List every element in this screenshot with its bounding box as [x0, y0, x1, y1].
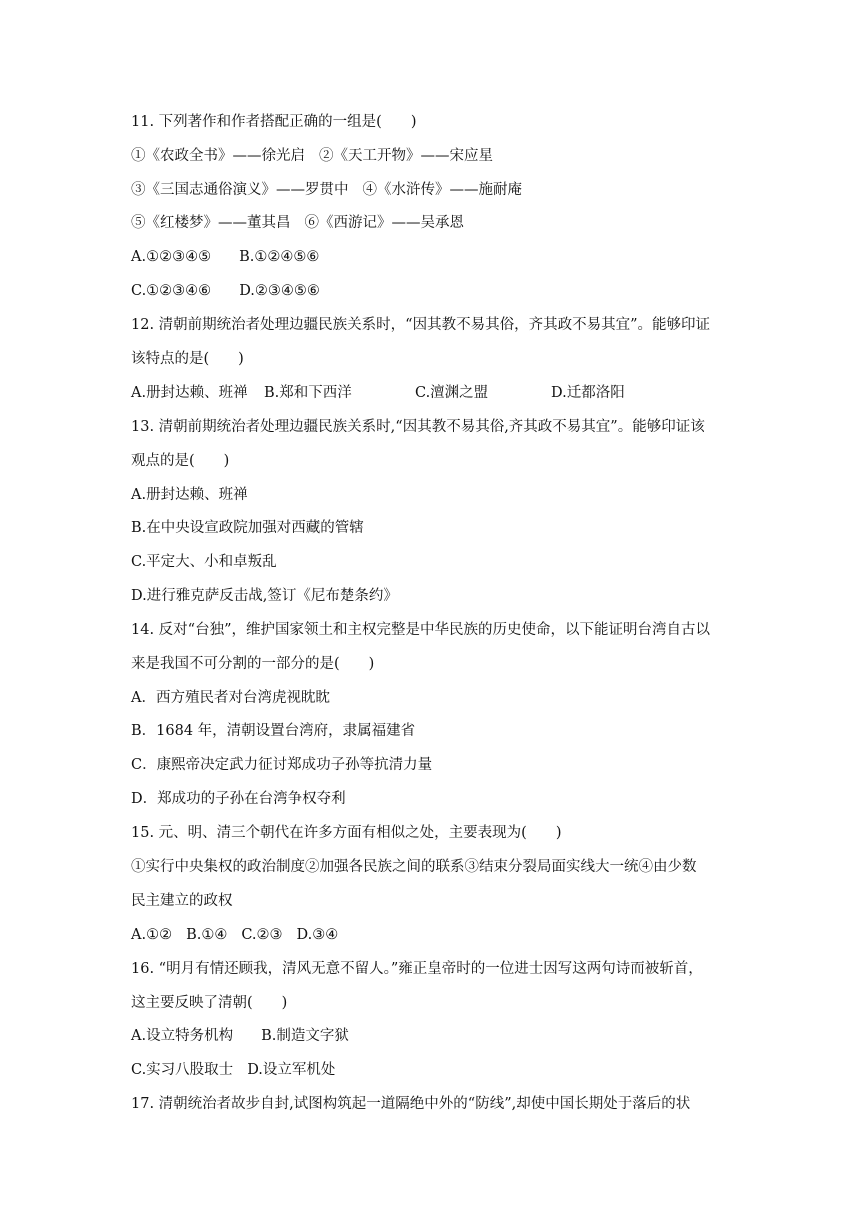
q15-option-c: C.②③	[241, 927, 283, 943]
q13-stem: 13. 清朝前期统治者处理边疆民族关系时,“因其教不易其俗,齐其政不易其宜”。能够印证该	[131, 419, 705, 435]
q16-options-row	[131, 1026, 349, 1046]
q16-option-a: A.设立特务机构	[131, 1028, 234, 1044]
q11-pair: ①《农政全书》——徐光启	[131, 148, 305, 164]
q11-pair-row	[131, 146, 493, 166]
q16-option-b: B.制造文字狱	[261, 1028, 349, 1044]
q15-option-a: A.①②	[131, 927, 173, 943]
q12-option-a: A.册封达赖、班禅	[131, 385, 248, 401]
q13-option-b: B.在中央设宣政院加强对西藏的管辖	[131, 520, 364, 536]
q14-option-b: B．1684 年，清朝设置台湾府，隶属福建省	[131, 723, 416, 739]
q12-option-d: D.迁都洛阳	[551, 385, 625, 401]
q15-stem: 15. 元、明、清三个朝代在许多方面有相似之处，主要表现为( )	[131, 825, 562, 841]
q13-option-c: C.平定大、小和卓叛乱	[131, 554, 277, 570]
q13-stem: 观点的是( )	[131, 453, 230, 469]
q15-options-row	[131, 925, 338, 945]
q15-stem: 民主建立的政权	[131, 893, 233, 909]
q16-stem: 16. “明月有情还顾我，清风无意不留人。”雍正皇帝时的一位进士因写这两句诗而被斩首，	[131, 961, 703, 977]
q12-option-b: B.郑和下西洋	[264, 385, 352, 401]
q11-options-row	[131, 247, 319, 267]
q15-stem: ①实行中央集权的政治制度②加强各民族之间的联系③结束分裂局面实线大一统④由少数	[131, 859, 697, 875]
q11-pair: ⑤《红楼梦》——董其昌	[131, 215, 291, 231]
q11-options-row	[131, 281, 320, 301]
q16-stem: 这主要反映了清朝( )	[131, 995, 288, 1011]
q14-stem: 14. 反对“台独”，维护国家领土和主权完整是中华民族的历史使命，以下能证明台湾自古以	[131, 622, 710, 638]
q13-option-a: A.册封达赖、班禅	[131, 487, 248, 503]
q11-pair-row	[131, 213, 464, 233]
q11-option-c: C.①②③④⑥	[131, 283, 212, 299]
q15-option-d: D.③④	[296, 927, 339, 943]
q14-stem: 来是我国不可分割的一部分的是( )	[131, 656, 375, 672]
q11-option-b: B.①②④⑤⑥	[239, 249, 320, 265]
q11-pair: ③《三国志通俗演义》——罗贯中	[131, 182, 349, 198]
q12-options-row	[131, 383, 625, 403]
q12-stem: 12. 清朝前期统治者处理边疆民族关系时，“因其教不易其俗，齐其政不易其宜”。能够印证	[131, 317, 710, 333]
q16-option-c: C.实习八股取士	[131, 1062, 234, 1078]
q17-stem: 17. 清朝统治者故步自封,试图构筑起一道隔绝中外的“防线”,却使中国长期处于落后的状	[131, 1096, 691, 1112]
q14-option-d: D．郑成功的子孙在台湾争权夺利	[131, 791, 346, 807]
q11-option-a: A.①②③④⑤	[131, 249, 212, 265]
q15-option-b: B.①④	[186, 927, 228, 943]
q11-pair-row	[131, 180, 522, 200]
q14-option-a: A．西方殖民者对台湾虎视眈眈	[131, 690, 330, 706]
q16-option-d: D.设立军机处	[247, 1062, 336, 1078]
q16-options-row	[131, 1060, 335, 1080]
q14-option-c: C．康熙帝决定武力征讨郑成功子孙等抗清力量	[131, 757, 433, 773]
q12-stem: 该特点的是( )	[131, 351, 244, 367]
q11-pair: ⑥《西游记》——吴承恩	[304, 215, 464, 231]
q12-option-c: C.澶渊之盟	[415, 385, 489, 401]
q11-stem: 11. 下列著作和作者搭配正确的一组是( )	[131, 114, 417, 130]
q13-option-d: D.进行雅克萨反击战,签订《尼布楚条约》	[131, 588, 398, 604]
q11-pair: ②《天工开物》——宋应星	[319, 148, 493, 164]
q11-pair: ④《水浒传》——施耐庵	[362, 182, 522, 198]
q11-option-d: D.②③④⑤⑥	[239, 283, 320, 299]
